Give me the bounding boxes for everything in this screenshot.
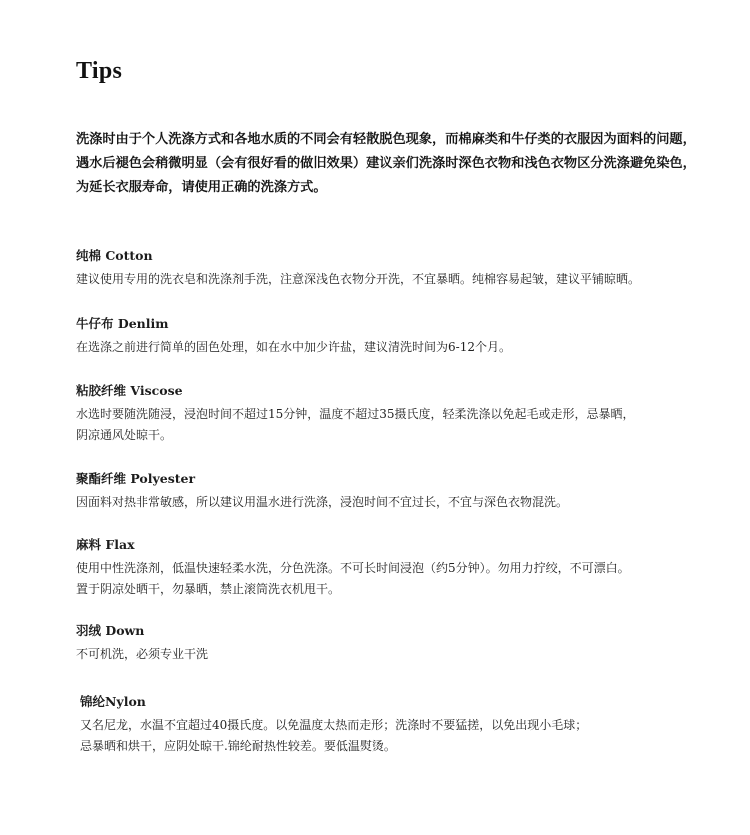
body-line: 不可机洗，必须专业干洗	[76, 647, 209, 661]
section-nylon	[80, 692, 740, 757]
section-body	[76, 337, 736, 358]
section-viscose	[76, 381, 736, 446]
body-line: 水选时要随洗随浸，浸泡时间不超过15分钟，温度不超过35摄氏度，轻柔洗涤以免起毛或走形，忌暴晒，	[76, 407, 635, 421]
section-polyester	[76, 469, 736, 513]
body-line: 使用中性洗涤剂，低温快速轻柔水洗，分色洗涤。不可长时间浸泡（约5分钟）。勿用力拧绞，不可漂白。	[76, 561, 630, 575]
body-line: 阴凉通风处晾干。	[76, 428, 173, 442]
section-heading: 纯棉 Cotton	[76, 248, 153, 263]
section-cotton	[76, 246, 736, 290]
section-denim	[76, 314, 736, 358]
section-body	[76, 269, 736, 290]
intro-line: 洗涤时由于个人洗涤方式和各地水质的不同会有轻散脱色现象，而棉麻类和牛仔类的衣服因为面料的问题，	[76, 132, 696, 147]
section-body	[76, 558, 736, 600]
section-body	[76, 644, 736, 665]
section-heading: 锦纶Nylon	[80, 694, 146, 709]
body-line: 在选涤之前进行简单的固色处理，如在水中加少许盐，建议清洗时间为6-12个月。	[76, 340, 511, 354]
body-line: 置于阴凉处晒干，勿暴晒，禁止滚筒洗衣机甩干。	[76, 582, 341, 596]
section-body	[76, 404, 736, 446]
section-heading: 牛仔布 Denlim	[76, 316, 169, 331]
body-line: 因面料对热非常敏感，所以建议用温水进行洗涤，浸泡时间不宜过长，不宜与深色衣物混洗。	[76, 495, 569, 509]
section-body	[80, 715, 740, 757]
section-down	[76, 621, 736, 665]
section-heading: 麻料 Flax	[76, 537, 135, 552]
body-line: 忌暴晒和烘干，应阴处晾干.锦纶耐热性较差。要低温熨烫。	[80, 739, 396, 753]
intro-paragraph	[76, 128, 736, 200]
intro-line: 为延长衣服寿命，请使用正确的洗涤方式。	[76, 180, 327, 195]
section-flax	[76, 535, 736, 600]
body-line: 又名尼龙，水温不宜超过40摄氏度。以免温度太热而走形；洗涤时不要猛搓，以免出现小毛球；	[80, 718, 588, 732]
section-body	[76, 492, 736, 513]
section-heading: 羽绒 Down	[76, 623, 145, 638]
intro-line: 遇水后褪色会稍微明显（会有很好看的做旧效果）建议亲们洗涤时深色衣物和浅色衣物区分洗涤避免染色，	[76, 156, 696, 171]
body-line: 建议使用专用的洗衣皂和洗涤剂手洗，注意深浅色衣物分开洗，不宜暴晒。纯棉容易起皱，建议平铺晾晒。	[76, 272, 641, 286]
page-title: Tips	[76, 58, 123, 84]
section-heading: 聚酯纤维 Polyester	[76, 471, 196, 486]
section-heading: 粘胶纤维 Viscose	[76, 383, 183, 398]
